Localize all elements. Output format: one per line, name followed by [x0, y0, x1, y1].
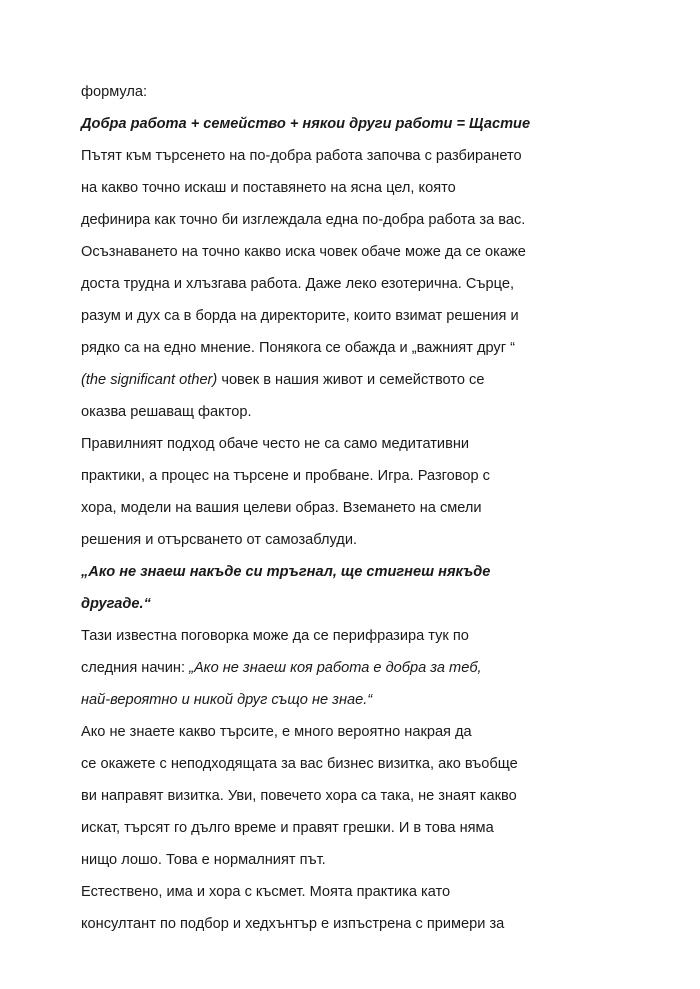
text-line: формула: — [81, 84, 148, 100]
text-line: консултант по подбор и хедхънтър е изпъстрена с примери за — [81, 916, 505, 932]
formula-heading: Добра работа + семейство + някои други работи = Щастие — [81, 116, 531, 132]
text-line: искат, търсят го дълго време и правят грешки. И в това няма — [81, 820, 494, 836]
quote-heading: „Ако не знаеш накъде си тръгнал, ще стигнеш някъде — [81, 564, 491, 580]
text-line: Естествено, има и хора с късмет. Моята практика като — [81, 884, 451, 900]
text-line: Пътят към търсенето на по-добра работа започва с разбирането — [81, 148, 522, 164]
italic-phrase: (the significant other) — [81, 372, 218, 388]
text-line: оказва решаващ фактор. — [81, 404, 252, 420]
text-line: Правилният подход обаче често не са само медитативни — [81, 436, 470, 452]
italic-quote: „Ако не знаеш коя работа е добра за теб, — [189, 660, 482, 676]
text-span: човек в нашия живот и семейството се — [217, 372, 485, 388]
text-line: доста трудна и хлъзгава работа. Даже леко езотерична. Сърце, — [81, 276, 514, 292]
text-line: хора, модели на вашия целеви образ. Вземането на смели — [81, 500, 482, 516]
quote-heading: другаде.“ — [81, 596, 151, 612]
text-span: следния начин: — [81, 660, 190, 676]
text-line: Ако не знаете какво търсите, е много вероятно накрая да — [81, 724, 472, 740]
text-line — [81, 371, 484, 389]
text-line: нищо лошо. Това е нормалният път. — [81, 852, 326, 868]
text-line: Осъзнаването на точно какво иска човек обаче може да се окаже — [81, 244, 526, 260]
text-line: се окажете с неподходящата за вас бизнес визитка, ако въобще — [81, 756, 518, 772]
text-line: рядко са на едно мнение. Понякога се обажда и „важният друг “ — [81, 340, 515, 356]
text-line: практики, а процес на търсене и пробване. Игра. Разговор с — [81, 468, 490, 484]
text-line: дефинира как точно би изглеждала една по-добра работа за вас. — [81, 212, 526, 228]
text-line: на какво точно искаш и поставянето на ясна цел, която — [81, 180, 456, 196]
text-line: разум и дух са в борда на директорите, които взимат решения и — [81, 308, 519, 324]
text-line: решения и отърсването от самозаблуди. — [81, 532, 358, 548]
text-line — [81, 659, 482, 677]
italic-quote: най-вероятно и никой друг също не знае.“ — [81, 692, 373, 708]
text-line: Тази известна поговорка може да се перифразира тук по — [81, 628, 469, 644]
text-line: ви направят визитка. Уви, повечето хора са така, не знаят какво — [81, 788, 517, 804]
